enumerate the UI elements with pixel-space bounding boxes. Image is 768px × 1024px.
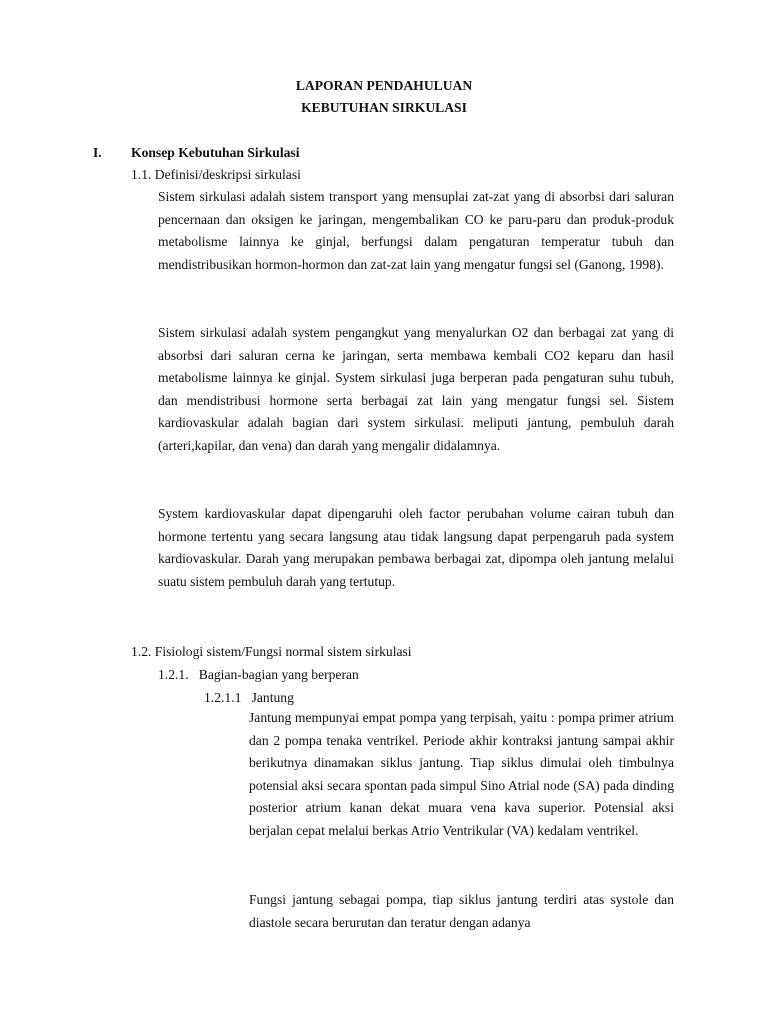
paragraph-definition-2: Sistem sirkulasi adalah system pengangkut yang menyalurkan O2 dan berbagai zat yang di absorbsi dari saluran cerna ke jaringan, serta membawa kembali CO2 keparu dan hasil metabolisme lainnya ke ginjal. System sirkulasi juga berperan pada pengaturan suhu tubuh, dan mendistribusi hormone serta berbagai zat lain yang mengatur fungsi sel. Sistem kardiovaskular adalah bagian dari system sirkulasi. meliputi jantung, pembuluh darah (arteri,kapilar, dan vena) dan darah yang mengalir didalamnya.	[158, 325, 674, 453]
subsection-heading-1-2-1: 1.2.1. Bagian-bagian yang berperan	[158, 667, 359, 682]
section-number: I.	[93, 145, 102, 160]
section-heading: Konsep Kebutuhan Sirkulasi	[131, 145, 300, 160]
subsection-heading-1-1: 1.1. Definisi/deskripsi sirkulasi	[131, 167, 301, 182]
paragraph-jantung-1: Jantung mempunyai empat pompa yang terpisah, yaitu : pompa primer atrium dan 2 pompa tenaka ventrikel. Periode akhir kontraksi jantung sampai akhir berikutnya dinamakan siklus jantung. Tiap siklus dimulai oleh timbulnya potensial aksi secara spontan pada simpul Sino Atrial node (SA) pada dinding posterior atrium kanan dekat muara vena kava superior. Potensial aksi berjalan cepat melalui berkas Atrio Ventrikular (VA) kedalam ventrikel.	[249, 710, 674, 838]
subsection-heading-1-2: 1.2. Fisiologi sistem/Fungsi normal sistem sirkulasi	[131, 644, 412, 659]
subsection-heading-1-2-1-1: 1.2.1.1 Jantung	[204, 690, 294, 705]
paragraph-jantung-2: Fungsi jantung sebagai pompa, tiap siklus jantung terdiri atas systole dan diastole secara berurutan dan teratur dengan adanya	[249, 892, 674, 930]
document-title-line-2: KEBUTUHAN SIRKULASI	[301, 100, 467, 115]
paragraph-definition-3: System kardiovaskular dapat dipengaruhi oleh factor perubahan volume cairan tubuh dan hormone tertentu yang secara langsung atau tidak langsung dapat perpengaruh pada system kardiovaskular. Darah yang merupakan pembawa berbagai zat, dipompa oleh jantung melalui suatu sistem pembuluh darah yang tertutup.	[158, 506, 674, 589]
paragraph-definition-1: Sistem sirkulasi adalah sistem transport yang mensuplai zat-zat yang di absorbsi dari saluran pencernaan dan oksigen ke jaringan, mengembalikan CO ke paru-paru dan produk-produk metabolisme lainnya ke ginjal, berfungsi dalam pengaturan temperatur tubuh dan mendistribusikan hormon-hormon dan zat-zat lain yang mengatur fungsi sel (Ganong, 1998).	[158, 189, 674, 272]
document-title-line-1: LAPORAN PENDAHULUAN	[295, 78, 473, 93]
